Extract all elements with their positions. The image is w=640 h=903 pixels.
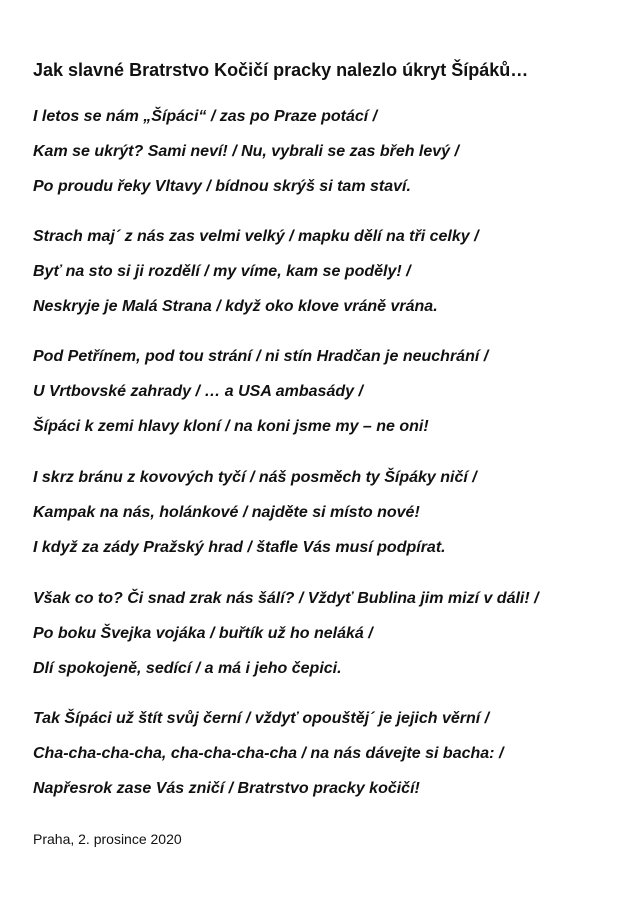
verse-line: I letos se nám „Šípáci“ / zas po Praze potácí / xyxy=(33,108,378,125)
verse-line: Neskryje je Malá Strana / když oko klove vráně vrána. xyxy=(33,298,438,315)
verse-line: Šípáci k zemi hlavy kloní / na koni jsme my – ne oni! xyxy=(33,418,429,435)
verse-line: Byť na sto si ji rozdělí / my víme, kam se poděly! / xyxy=(33,263,411,280)
stanza-5 xyxy=(33,589,539,694)
verse-line: Pod Petřínem, pod tou strání / ni stín Hradčan je neuchrání / xyxy=(33,348,489,365)
stanza-3 xyxy=(33,347,488,452)
verse-line: Kam se ukrýt? Sami neví! / Nu, vybrali se zas břeh levý / xyxy=(33,143,459,160)
verse-line: Strach maj´ z nás zas velmi velký / mapku dělí na tři celky / xyxy=(33,228,479,245)
verse-line: Dlí spokojeně, sedící / a má i jeho čepici. xyxy=(33,660,342,677)
verse-line: Tak Šípáci už štít svůj černí / vždyť opouštěj´ je jejich věrní / xyxy=(33,710,490,727)
poem-title: Jak slavné Bratrstvo Kočičí pracky nalezlo úkryt Šípáků… xyxy=(33,60,529,80)
verse-line: Však co to? Či snad zrak nás šálí? / Vždyť Bublina jim mizí v dáli! / xyxy=(33,590,539,607)
verse-line: Po boku Švejka vojáka / buřtík už ho neláká / xyxy=(33,625,373,642)
verse-line: Kampak na nás, holánkové / najděte si místo nové! xyxy=(33,504,420,521)
dateline: Praha, 2. prosince 2020 xyxy=(33,831,182,847)
stanza-2 xyxy=(33,227,479,332)
verse-line: Po proudu řeky Vltavy / bídnou skrýš si tam staví. xyxy=(33,178,411,195)
verse-line: I skrz bránu z kovových tyčí / náš posměch ty Šípáky ničí / xyxy=(33,469,477,486)
stanza-4 xyxy=(33,468,477,573)
verse-line: Napřesrok zase Vás zničí / Bratrstvo pracky kočičí! xyxy=(33,780,420,797)
stanza-1 xyxy=(33,107,459,212)
stanza-6 xyxy=(33,709,503,814)
verse-line: U Vrtbovské zahrady / … a USA ambasády / xyxy=(33,383,363,400)
verse-line: Cha-cha-cha-cha, cha-cha-cha-cha / na nás dávejte si bacha: / xyxy=(33,745,504,762)
verse-line: I když za zády Pražský hrad / štafle Vás musí podpírat. xyxy=(33,539,446,556)
